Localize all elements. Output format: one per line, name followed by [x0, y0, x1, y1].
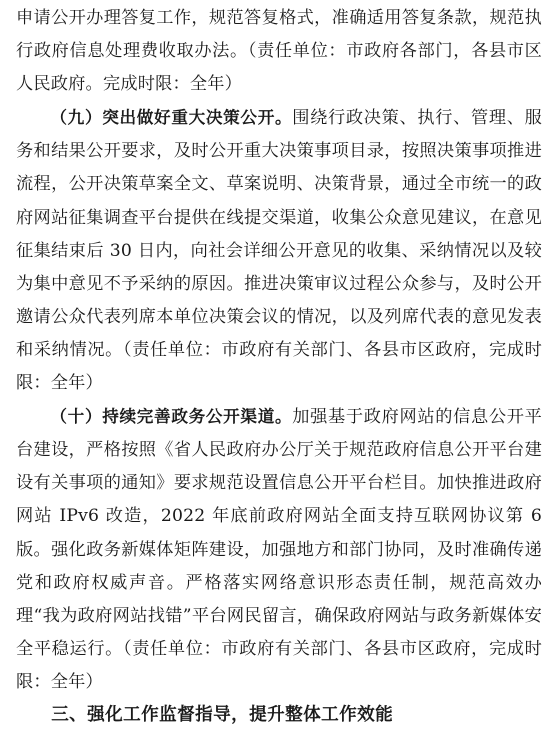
paragraph-item-nine: [16, 101, 542, 400]
item-nine-heading: （九）突出做好重大决策公开。: [50, 108, 293, 128]
item-ten-heading: （十）持续完善政务公开渠道。: [50, 407, 293, 427]
paragraph-continuation: 申请公开办理答复工作，规范答复格式，准确适用答复条款，规范执行政府信息处理费收取办法。（责任单位：市政府各部门，各县市区人民政府。完成时限：全年）: [16, 8, 542, 95]
section-heading: 三、强化工作监督指导，提升整体工作效能: [51, 704, 394, 725]
item-nine-body: 围绕行政决策、执行、管理、服务和结果公开要求，及时公开重大决策事项目录，按照决策事项推进流程，公开决策草案全文、草案说明、决策背景，通过全市统一的政府网站征集调查平台提供在线提交渠道，收集公众意见建议，在意见征集结束后 30 日内，向社会详细公开意见的收集、采纳情况以及较为集中意见不予采纳的原因。推进决策审议过程公众参与，及时公开邀请公众代表列席本单位决策会议的情况，以及列席代表的意见发表和采纳情况。（责任单位：市政府有关部门、各县市区政府，完成时限：全年）: [16, 108, 542, 394]
paragraph-item-ten: [16, 400, 542, 699]
item-ten-body: 加强基于政府网站的信息公开平台建设，严格按照《省人民政府办公厅关于规范政府信息公开平台建设有关事项的通知》要求规范设置信息公开平台栏目。加快推进政府网站 IPv6 改造，2022 年底前政府网站全面支持互联网协议第 6 版。强化政务新媒体矩阵建设，加强地方和部门协同，及时准确传递党和政府权威声音。严格落实网络意识形态责任制，规范高效办理“我为政府网站找错”平台网民留言，确保政府网站与政务新媒体安全平稳运行。（责任单位：市政府有关部门、各县市区政府，完成时限：全年）: [16, 407, 542, 692]
